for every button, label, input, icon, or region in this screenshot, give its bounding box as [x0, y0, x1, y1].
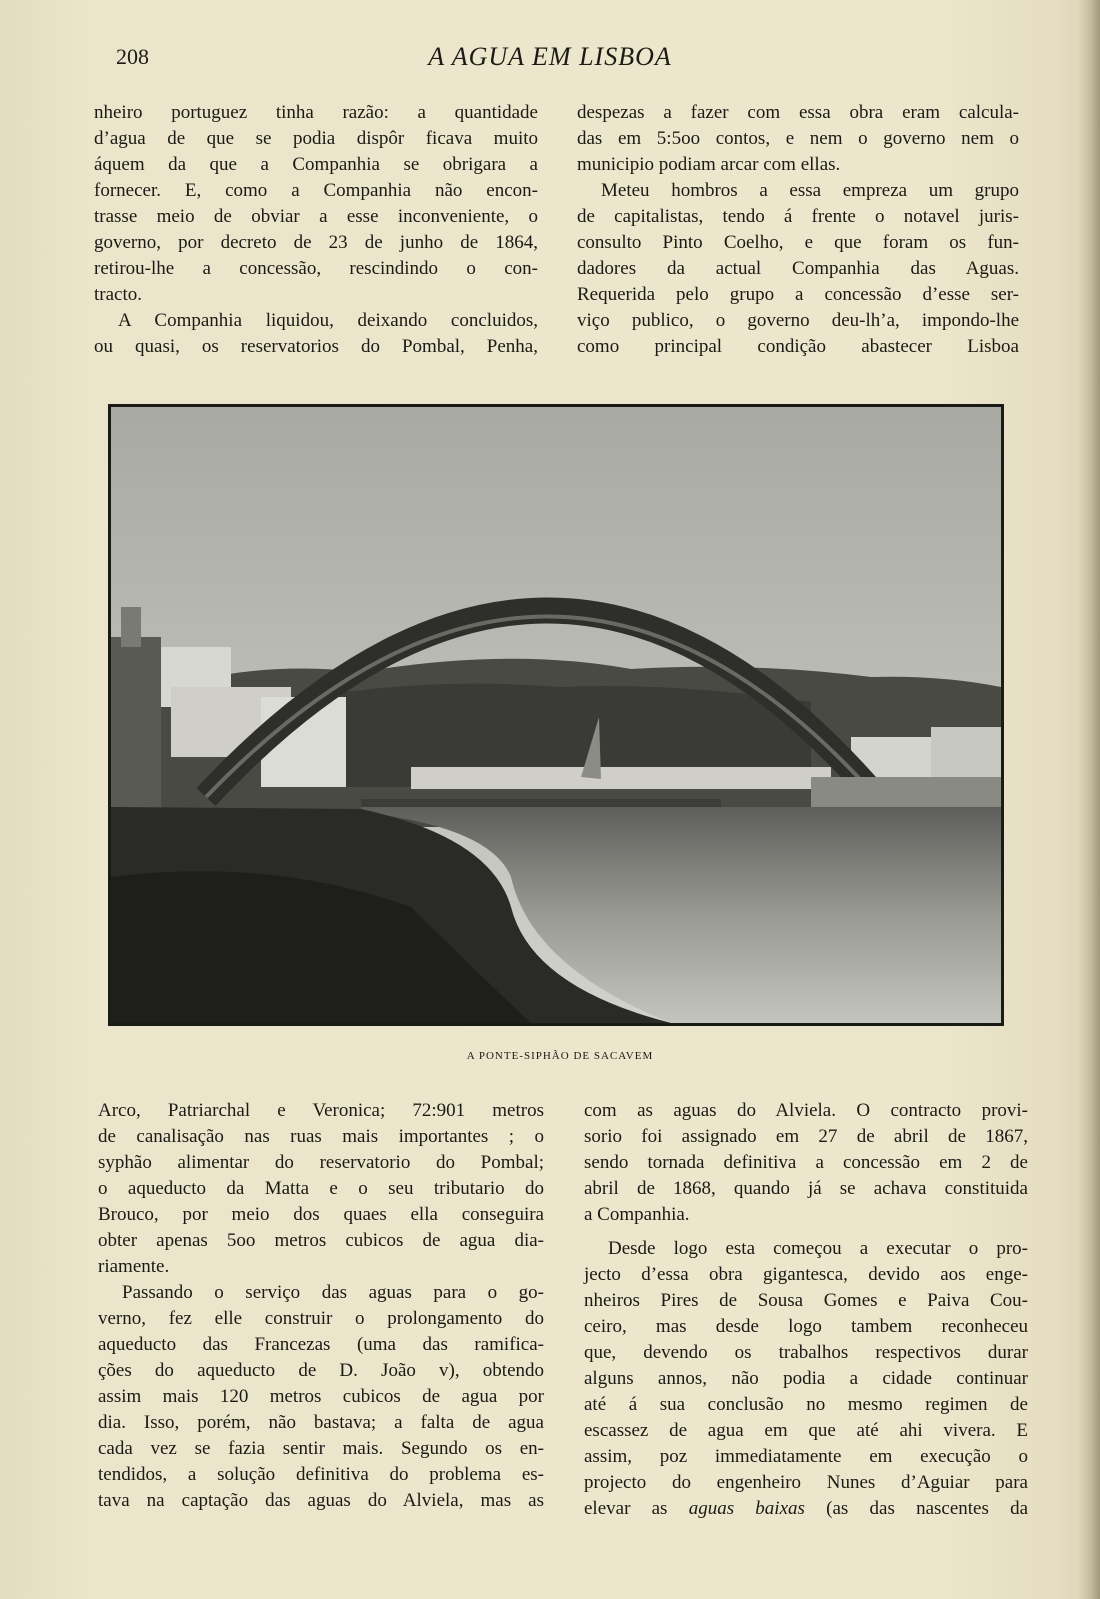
paragraph: [584, 1098, 1028, 1228]
photograph-illustration: [111, 407, 1001, 1023]
text-line: que, devendo os trabalhos respectivos durar: [584, 1342, 1028, 1363]
paragraph: [577, 178, 1019, 360]
text-fragment: (as das nascentes da: [804, 1498, 1029, 1519]
page-edge-shadow: [1078, 0, 1100, 1599]
paragraph: [577, 100, 1019, 178]
text-line: Passando o serviço das aguas para o go-: [122, 1282, 544, 1303]
figure-caption: A PONTE-SIPHÃO DE SACAVEM: [466, 1050, 654, 1062]
text-line: das em 5:5oo contos, e nem o governo nem o: [577, 128, 1019, 149]
text-line: Desde logo esta começou a executar o pro-: [608, 1238, 1028, 1259]
text-line: abril de 1868, quando já se achava constituida: [584, 1178, 1028, 1199]
text-line: fornecer. E, como a Companhia não encon-: [94, 180, 538, 201]
text-line: verno, fez elle construir o prolongamento do: [98, 1308, 544, 1329]
text-line: projecto do engenheiro Nunes d’Aguiar para: [584, 1472, 1028, 1493]
text-line: ceiro, mas desde logo tambem reconheceu: [584, 1316, 1028, 1337]
paragraph: [584, 1236, 1028, 1522]
column-top-left: [94, 100, 538, 360]
text-line: ções do aqueducto de D. João v), obtendo: [98, 1360, 544, 1381]
text-line: escassez de agua em que até ahi vivera. E: [584, 1420, 1028, 1441]
text-line: assim, poz immediatamente em execução o: [584, 1446, 1028, 1467]
text-line: sorio foi assignado em 27 de abril de 1867,: [584, 1126, 1028, 1147]
text-line: a Companhia.: [584, 1204, 690, 1225]
text-line: trasse meio de obviar a esse inconveniente, o: [94, 206, 538, 227]
text-line: aqueducto das Francezas (uma das ramifica-: [98, 1334, 544, 1355]
text-line: tendidos, a solução definitiva do problema es-: [98, 1464, 544, 1485]
italic-text: aguas baixas: [688, 1498, 805, 1519]
text-line: A Companhia liquidou, deixando concluidos,: [118, 310, 538, 331]
column-top-right: [577, 100, 1019, 360]
text-fragment: elevar as: [584, 1498, 689, 1519]
column-bottom-left: [98, 1098, 544, 1514]
text-line: dadores da actual Companhia das Aguas.: [577, 258, 1019, 279]
text-line: riamente.: [98, 1256, 170, 1277]
text-line: de canalisação nas ruas mais importantes ; o: [98, 1126, 544, 1147]
text-line: assim mais 120 metros cubicos de agua por: [98, 1386, 544, 1407]
text-line: alguns annos, não podia a cidade continuar: [584, 1368, 1028, 1389]
text-line: Meteu hombros a essa empreza um grupo: [601, 180, 1019, 201]
text-line: nheiros Pires de Sousa Gomes e Paiva Cou-: [584, 1290, 1028, 1311]
text-line: como principal condição abastecer Lisboa: [577, 336, 1019, 357]
page-number: 208: [116, 44, 149, 69]
text-line: syphão alimentar do reservatorio do Pombal;: [98, 1152, 544, 1173]
text-line: cada vez se fazia sentir mais. Segundo os en-: [98, 1438, 544, 1459]
text-line: tracto.: [94, 284, 143, 305]
text-line: Brouco, por meio dos quaes ella conseguira: [98, 1204, 544, 1225]
text-line: ou quasi, os reservatorios do Pombal, Penha,: [94, 336, 538, 357]
text-line: o aqueducto da Matta e o seu tributario do: [98, 1178, 544, 1199]
column-bottom-right: [584, 1098, 1028, 1522]
text-line: consulto Pinto Coelho, e que foram os fun-: [577, 232, 1019, 253]
text-line: sendo tornada definitiva a concessão em 2 de: [584, 1152, 1028, 1173]
text-line: governo, por decreto de 23 de junho de 1864,: [94, 232, 538, 253]
text-line: Arco, Patriarchal e Veronica; 72:901 metros: [98, 1100, 544, 1121]
paragraph: [94, 100, 538, 308]
text-line: despezas a fazer com essa obra eram calcula-: [577, 102, 1019, 123]
text-line: até á sua conclusão no mesmo regimen de: [584, 1394, 1028, 1415]
text-line: Requerida pelo grupo a concessão d’esse ser-: [577, 284, 1019, 305]
photograph-ponte-siphao: [108, 404, 1004, 1026]
text-line: nheiro portuguez tinha razão: a quantidade: [94, 102, 538, 123]
text-line: áquem da que a Companhia se obrigara a: [94, 154, 538, 175]
text-line: tava na captação das aguas do Alviela, mas as: [98, 1490, 544, 1511]
text-line: [584, 1496, 1028, 1522]
running-title: A AGUA EM LISBOA: [428, 42, 672, 71]
paragraph-gap: [584, 1228, 1028, 1236]
text-line: d’agua de que se podia dispôr ficava muito: [94, 128, 538, 149]
paragraph: [98, 1098, 544, 1280]
paragraph: [94, 308, 538, 360]
text-line: de capitalistas, tendo á frente o notavel juris-: [577, 206, 1019, 227]
text-line: com as aguas do Alviela. O contracto provi-: [584, 1100, 1028, 1121]
text-line: obter apenas 5oo metros cubicos de agua dia-: [98, 1230, 544, 1251]
paragraph: [98, 1280, 544, 1514]
text-line: municipio podiam arcar com ellas.: [577, 154, 841, 175]
text-line: jecto d’essa obra gigantesca, devido aos enge-: [584, 1264, 1028, 1285]
text-line: viço publico, o governo deu-lh’a, impondo-lhe: [577, 310, 1019, 331]
text-line: dia. Isso, porém, não bastava; a falta de agua: [98, 1412, 544, 1433]
text-line: retirou-lhe a concessão, rescindindo o con-: [94, 258, 538, 279]
